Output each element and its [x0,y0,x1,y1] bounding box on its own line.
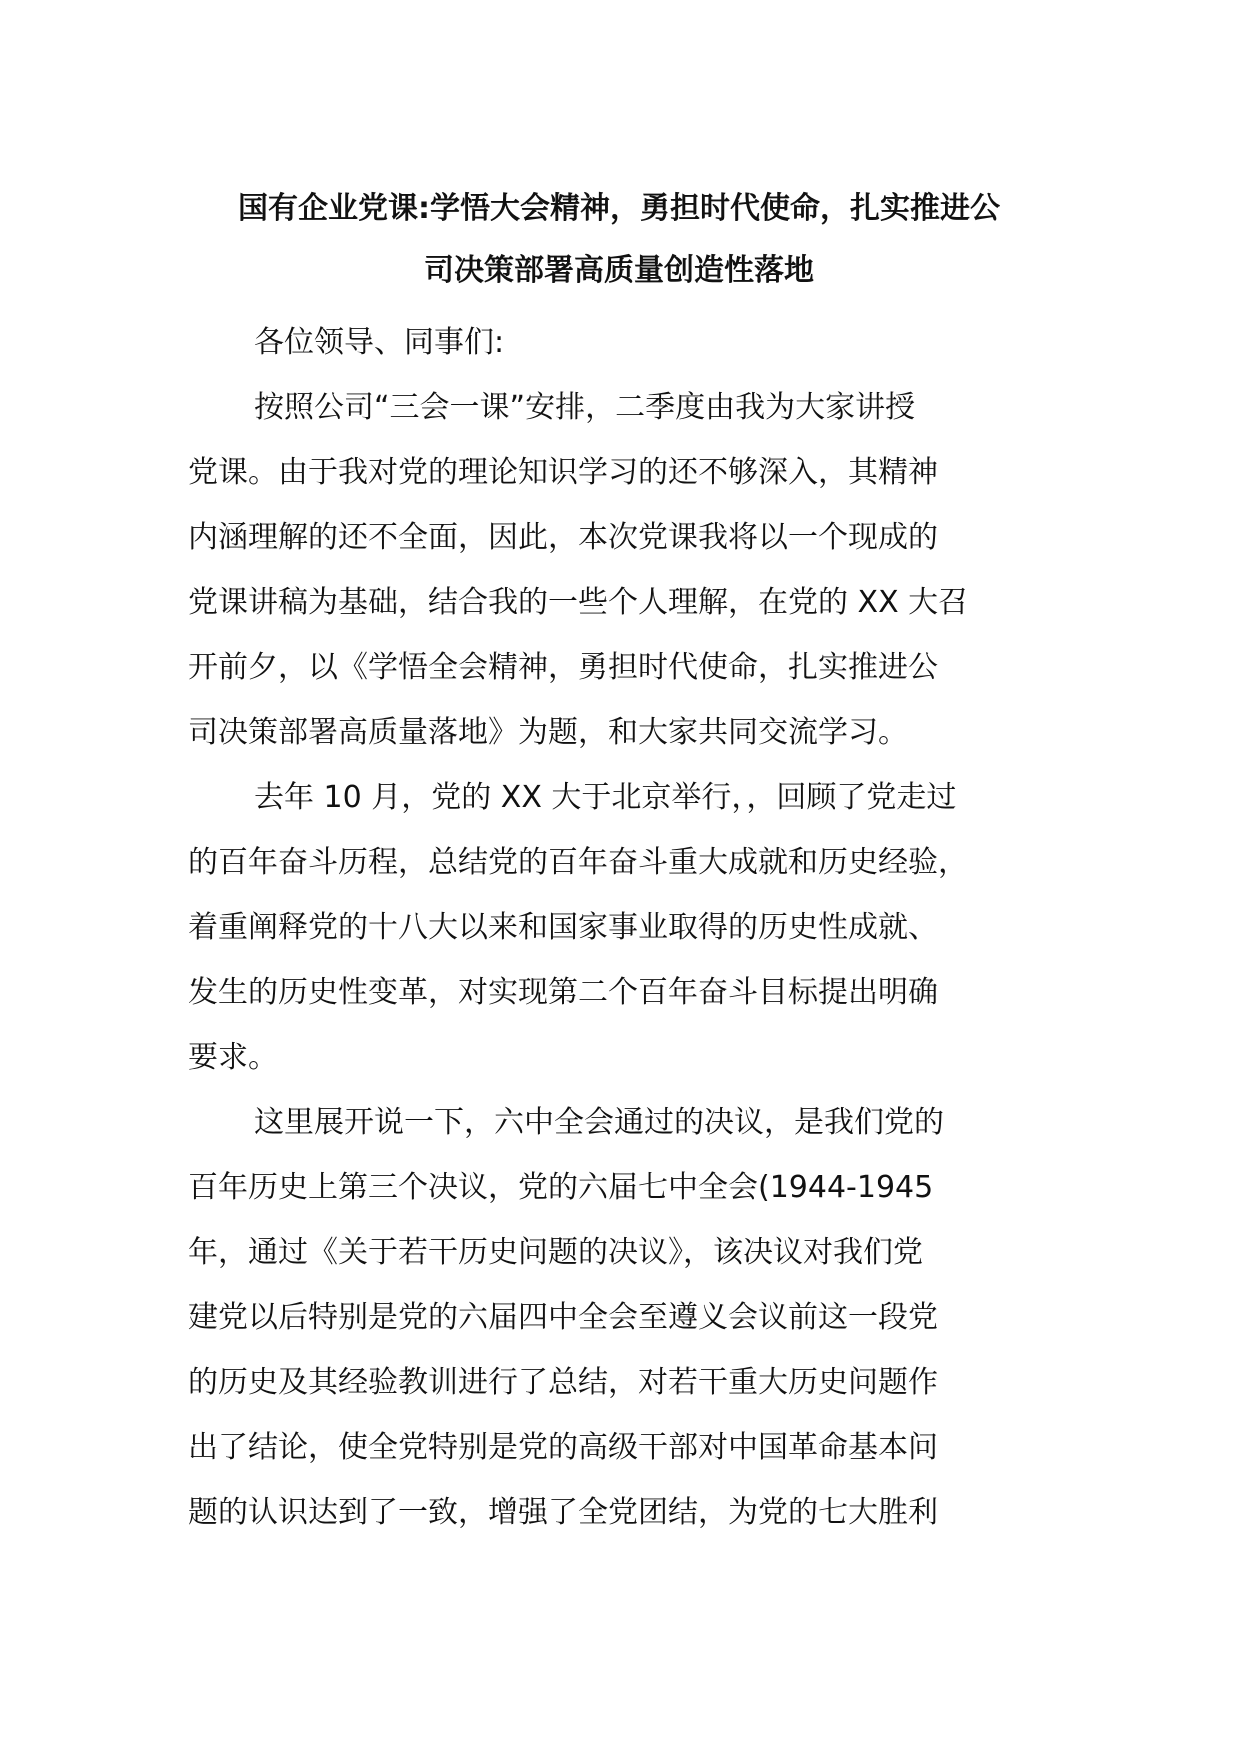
document-title [188,178,1050,302]
paragraph-line: 题的认识达到了一致，增强了全党团结，为党的七大胜利 [188,1495,938,1530]
salutation: 各位领导、同事们: [254,325,505,360]
paragraph-line: 建党以后特别是党的六届四中全会至遵义会议前这一段党 [188,1300,938,1335]
paragraph-line: 按照公司“三会一课”安排，二季度由我为大家讲授 [254,390,916,425]
title-line: 司决策部署高质量创造性落地 [424,253,814,288]
paragraph-line: 内涵理解的还不全面，因此，本次党课我将以一个现成的 [188,520,938,555]
paragraph-line: 党课。由于我对党的理论知识学习的还不够深入，其精神 [188,455,938,490]
paragraph-line: 这里展开说一下，六中全会通过的决议，是我们党的 [254,1105,944,1140]
paragraph-1 [188,375,1050,765]
paragraph-2 [188,765,1050,1090]
paragraph-line: 着重阐释党的十八大以来和国家事业取得的历史性成就、 [188,910,938,945]
paragraph-line: 出了结论，使全党特别是党的高级干部对中国革命基本问 [188,1430,938,1465]
paragraph-line: 去年 10 月，党的 XX 大于北京举行，，回顾了党走过 [254,780,957,815]
paragraph-line: 百年历史上第三个决议，党的六届七中全会(1944-1945 [188,1170,934,1205]
paragraph-line: 党课讲稿为基础，结合我的一些个人理解，在党的 XX 大召 [188,585,969,620]
paragraph-line: 发生的历史性变革，对实现第二个百年奋斗目标提出明确 [188,975,938,1010]
paragraph-line: 年，通过《关于若干历史问题的决议》，该决议对我们党 [188,1235,923,1270]
document-body [188,178,1050,1545]
paragraph-line: 的历史及其经验教训进行了总结，对若干重大历史问题作 [188,1365,938,1400]
paragraph-line: 司决策部署高质量落地》为题，和大家共同交流学习。 [188,715,908,750]
paragraph-line: 开前夕，以《学悟全会精神，勇担时代使命，扎实推进公 [188,650,938,685]
paragraph-line: 的百年奋斗历程，总结党的百年奋斗重大成就和历史经验， [188,845,968,880]
title-line: 国有企业党课:学悟大会精神，勇担时代使命，扎实推进公 [238,191,1000,226]
paragraph-3 [188,1090,1050,1545]
paragraph-line: 要求。 [188,1040,278,1075]
